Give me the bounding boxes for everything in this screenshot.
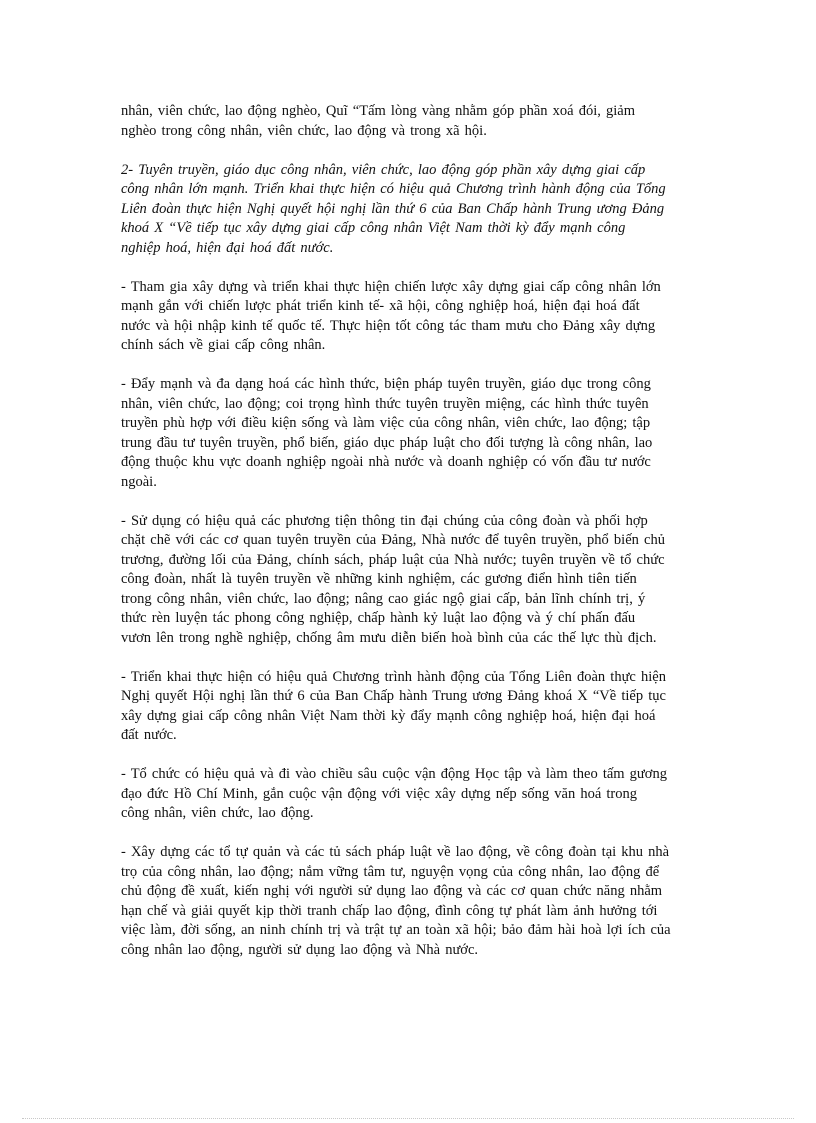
text-line: thức rèn luyện tác phong công nghiệp, chấp hành kỷ luật lao động và ý chí phấn đấu: [121, 610, 636, 626]
text-line: - Triển khai thực hiện có hiệu quả Chương trình hành động của Tổng Liên đoàn thực hiện: [121, 668, 666, 685]
text-line: - Đẩy mạnh và đa dạng hoá các hình thức, biện pháp tuyên truyền, giáo dục trong công: [121, 376, 651, 392]
text-line: ngoài.: [121, 473, 157, 490]
bullet-paragraph: [121, 375, 696, 492]
bullet-paragraph: [121, 843, 696, 960]
text-line: công đoàn, nhất là tuyên truyền về những kinh nghiệm, các gương điển hình tiên tiến: [121, 571, 637, 587]
bullet-paragraph: [121, 765, 696, 824]
text-line: vươn lên trong nghề nghiệp, chống âm mưu diễn biến hoà bình của các thế lực thù địch.: [121, 629, 657, 646]
bullet-paragraph: [121, 668, 696, 746]
bullet-paragraph: [121, 512, 696, 649]
text-line: nhân, viên chức, lao động nghèo, Quĩ “Tấm lòng vàng nhằm góp phần xoá đói, giảm: [121, 103, 635, 119]
text-line: công nhân lao động, người sử dụng lao động và Nhà nước.: [121, 941, 479, 958]
text-line: Nghị quyết Hội nghị lần thứ 6 của Ban Chấp hành Trung ương Đảng khoá X “Về tiếp tục: [121, 688, 666, 704]
document-body: [121, 102, 696, 980]
page-bottom-divider: [22, 1118, 794, 1119]
text-line: chính sách về giai cấp công nhân.: [121, 337, 326, 353]
text-line: công nhân, viên chức, lao động.: [121, 805, 314, 821]
text-line: trương, đường lối của Đảng, chính sách, pháp luật của Nhà nước; tuyên truyền về tổ chức: [121, 551, 665, 568]
text-line: - Sử dụng có hiệu quả các phương tiện thông tin đại chúng của công đoàn và phối hợp: [121, 512, 648, 529]
text-line: truyền phù hợp với điều kiện sống và làm việc của công nhân, viên chức, lao động; tập: [121, 415, 651, 431]
text-line: trọ của công nhân, lao động; nắm vững tâm tư, nguyện vọng của công nhân, lao động để: [121, 863, 660, 880]
text-line: trong công nhân, viên chức, lao động; nâng cao giác ngộ giai cấp, bản lĩnh chính trị, ý: [121, 590, 646, 607]
text-line: việc làm, đời sống, an ninh chính trị và trật tự an toàn xã hội; bảo đảm hài hoà lợi ích của: [121, 922, 671, 938]
heading-line: công nhân lớn mạnh. Triển khai thực hiện có hiệu quả Chương trình hành động của Tổng: [121, 181, 666, 197]
text-line: trung đầu tư tuyên truyền, phổ biến, giáo dục pháp luật cho đối tượng là công nhân, lao: [121, 434, 653, 451]
text-line: - Tổ chức có hiệu quả và đi vào chiều sâu cuộc vận động Học tập và làm theo tấm gương: [121, 766, 667, 782]
text-line: nước và hội nhập kinh tế quốc tế. Thực hiện tốt công tác tham mưu cho Đảng xây dựng: [121, 317, 656, 334]
text-line: chủ động đề xuất, kiến nghị với người sử dụng lao động và các cơ quan chức năng nhằm: [121, 883, 663, 899]
text-line: đất nước.: [121, 727, 177, 743]
bullet-paragraph: [121, 278, 696, 356]
heading-line: Liên đoàn thực hiện Nghị quyết hội nghị lần thứ 6 của Ban Chấp hành Trung ương Đảng: [121, 200, 665, 217]
section-heading: [121, 161, 696, 259]
heading-line: khoá X “Về tiếp tục xây dựng giai cấp công nhân Việt Nam thời kỳ đẩy mạnh công: [121, 220, 626, 236]
text-line: đạo đức Hồ Chí Minh, gắn cuộc vận động với việc xây dựng nếp sống văn hoá trong: [121, 785, 638, 802]
heading-line: 2- Tuyên truyền, giáo dục công nhân, viên chức, lao động góp phần xây dựng giai cấp: [121, 161, 646, 178]
text-line: nhân, viên chức, lao động; coi trọng hình thức tuyên truyền miệng, các hình thức tuyên: [121, 395, 649, 412]
text-line: động thuộc khu vực doanh nghiệp ngoài nhà nước và doanh nghiệp có vốn đầu tư nước: [121, 454, 651, 470]
paragraph-intro: [121, 102, 696, 141]
text-line: mạnh gắn với chiến lược phát triển kinh tế- xã hội, công nghiệp hoá, hiện đại hoá đất: [121, 298, 640, 314]
text-line: xây dựng giai cấp công nhân Việt Nam thời kỳ đẩy mạnh công nghiệp hoá, hiện đại hoá: [121, 707, 656, 724]
text-line: - Tham gia xây dựng và triển khai thực hiện chiến lược xây dựng giai cấp công nhân lớn: [121, 278, 661, 295]
heading-line: nghiệp hoá, hiện đại hoá đất nước.: [121, 239, 334, 256]
text-line: - Xây dựng các tổ tự quản và các tủ sách pháp luật về lao động, về công đoàn tại khu nhà: [121, 844, 670, 860]
text-line: chặt chẽ với các cơ quan tuyên truyền của Đảng, Nhà nước để tuyên truyền, phổ biến chủ: [121, 532, 665, 548]
text-line: hạn chế và giải quyết kịp thời tranh chấp lao động, đình công tự phát làm ảnh hưởng tới: [121, 902, 658, 919]
text-line: nghèo trong công nhân, viên chức, lao động và trong xã hội.: [121, 122, 487, 139]
